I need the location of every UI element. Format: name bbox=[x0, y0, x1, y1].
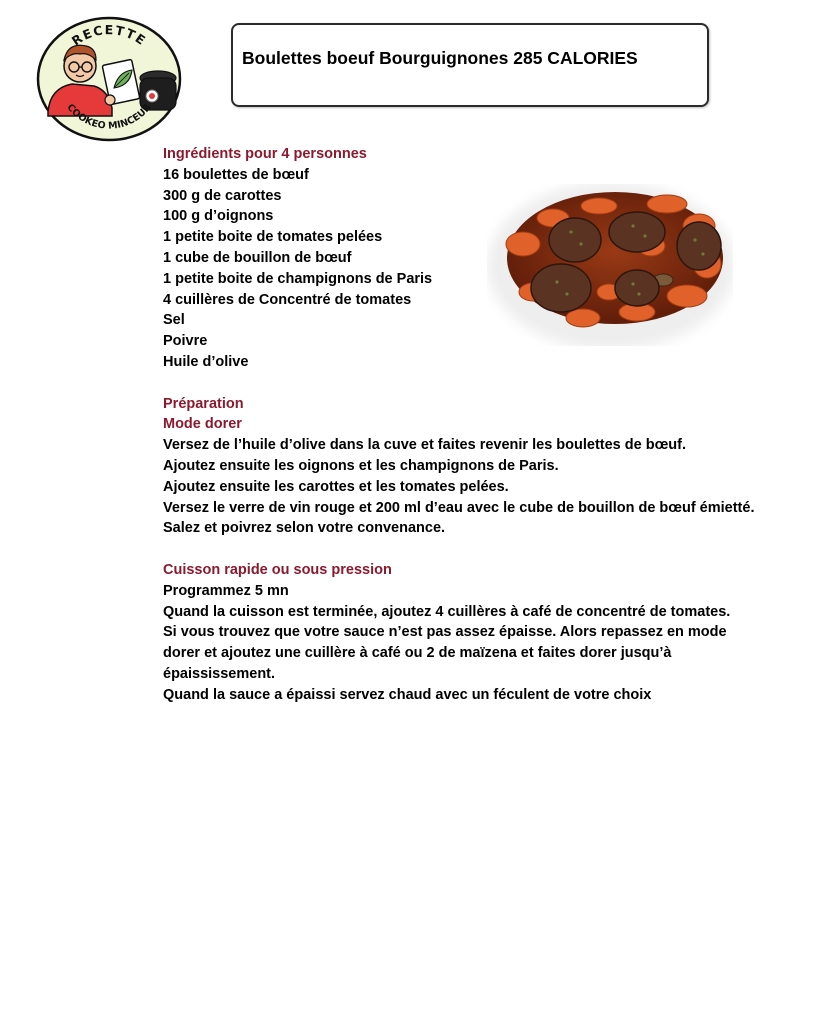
logo-badge-icon bbox=[36, 16, 182, 142]
cooking-step: Si vous trouvez que votre sauce n’est pas assez épaisse. Alors repassez en mode dorer et ajoutez une cuillère à café ou 2 de maïzena et faites dorer jusqu’à épaississement. bbox=[163, 624, 727, 682]
ingredient-item: 1 petite boite de champignons de Paris bbox=[163, 270, 433, 287]
cooking-step: Quand la sauce a épaissi servez chaud avec un féculent de votre choix bbox=[163, 686, 652, 703]
recipe-content bbox=[163, 144, 763, 706]
preparation-step: Salez et poivrez selon votre convenance. bbox=[163, 520, 446, 537]
preparation-step: Versez le verre de vin rouge et 200 ml d’eau avec le cube de bouillon de bœuf émietté. bbox=[163, 499, 755, 516]
preparation-step: Ajoutez ensuite les carottes et les tomates pelées. bbox=[163, 478, 509, 495]
preparation-step: Versez de l’huile d’olive dans la cuve et faites revenir les boulettes de bœuf. bbox=[163, 437, 686, 454]
ingredient-item: 300 g de carottes bbox=[163, 187, 282, 204]
logo-bottom-text: COOKEO MINCEUR bbox=[64, 102, 154, 132]
cooking-step: Programmez 5 mn bbox=[163, 582, 289, 599]
cookeo-minceur-logo bbox=[36, 16, 182, 142]
preparation-step: Ajoutez ensuite les oignons et les champignons de Paris. bbox=[163, 457, 559, 474]
ingredient-item: 100 g d’oignons bbox=[163, 208, 274, 225]
title-box bbox=[231, 23, 709, 107]
ingredient-item: Huile d’olive bbox=[163, 353, 249, 370]
preparation-subheading: Mode dorer bbox=[163, 416, 242, 433]
page-title: Boulettes boeuf Bourguignones 285 CALORIES bbox=[242, 48, 638, 68]
ingredient-item: 16 boulettes de bœuf bbox=[163, 166, 309, 183]
ingredients-heading: Ingrédients pour 4 personnes bbox=[163, 146, 367, 162]
cooking-heading: Cuisson rapide ou sous pression bbox=[163, 561, 392, 578]
ingredient-item: 1 cube de bouillon de bœuf bbox=[163, 249, 352, 266]
ingredient-item: 4 cuillères de Concentré de tomates bbox=[163, 291, 412, 308]
logo-top-text: RECETTE bbox=[68, 22, 150, 49]
ingredient-item: 1 petite boite de tomates pelées bbox=[163, 229, 383, 246]
preparation-heading: Préparation bbox=[163, 395, 244, 412]
ingredient-item: Poivre bbox=[163, 333, 208, 350]
ingredient-item: Sel bbox=[163, 312, 185, 329]
cooking-step: Quand la cuisson est terminée, ajoutez 4 cuillères à café de concentré de tomates. bbox=[163, 603, 731, 620]
